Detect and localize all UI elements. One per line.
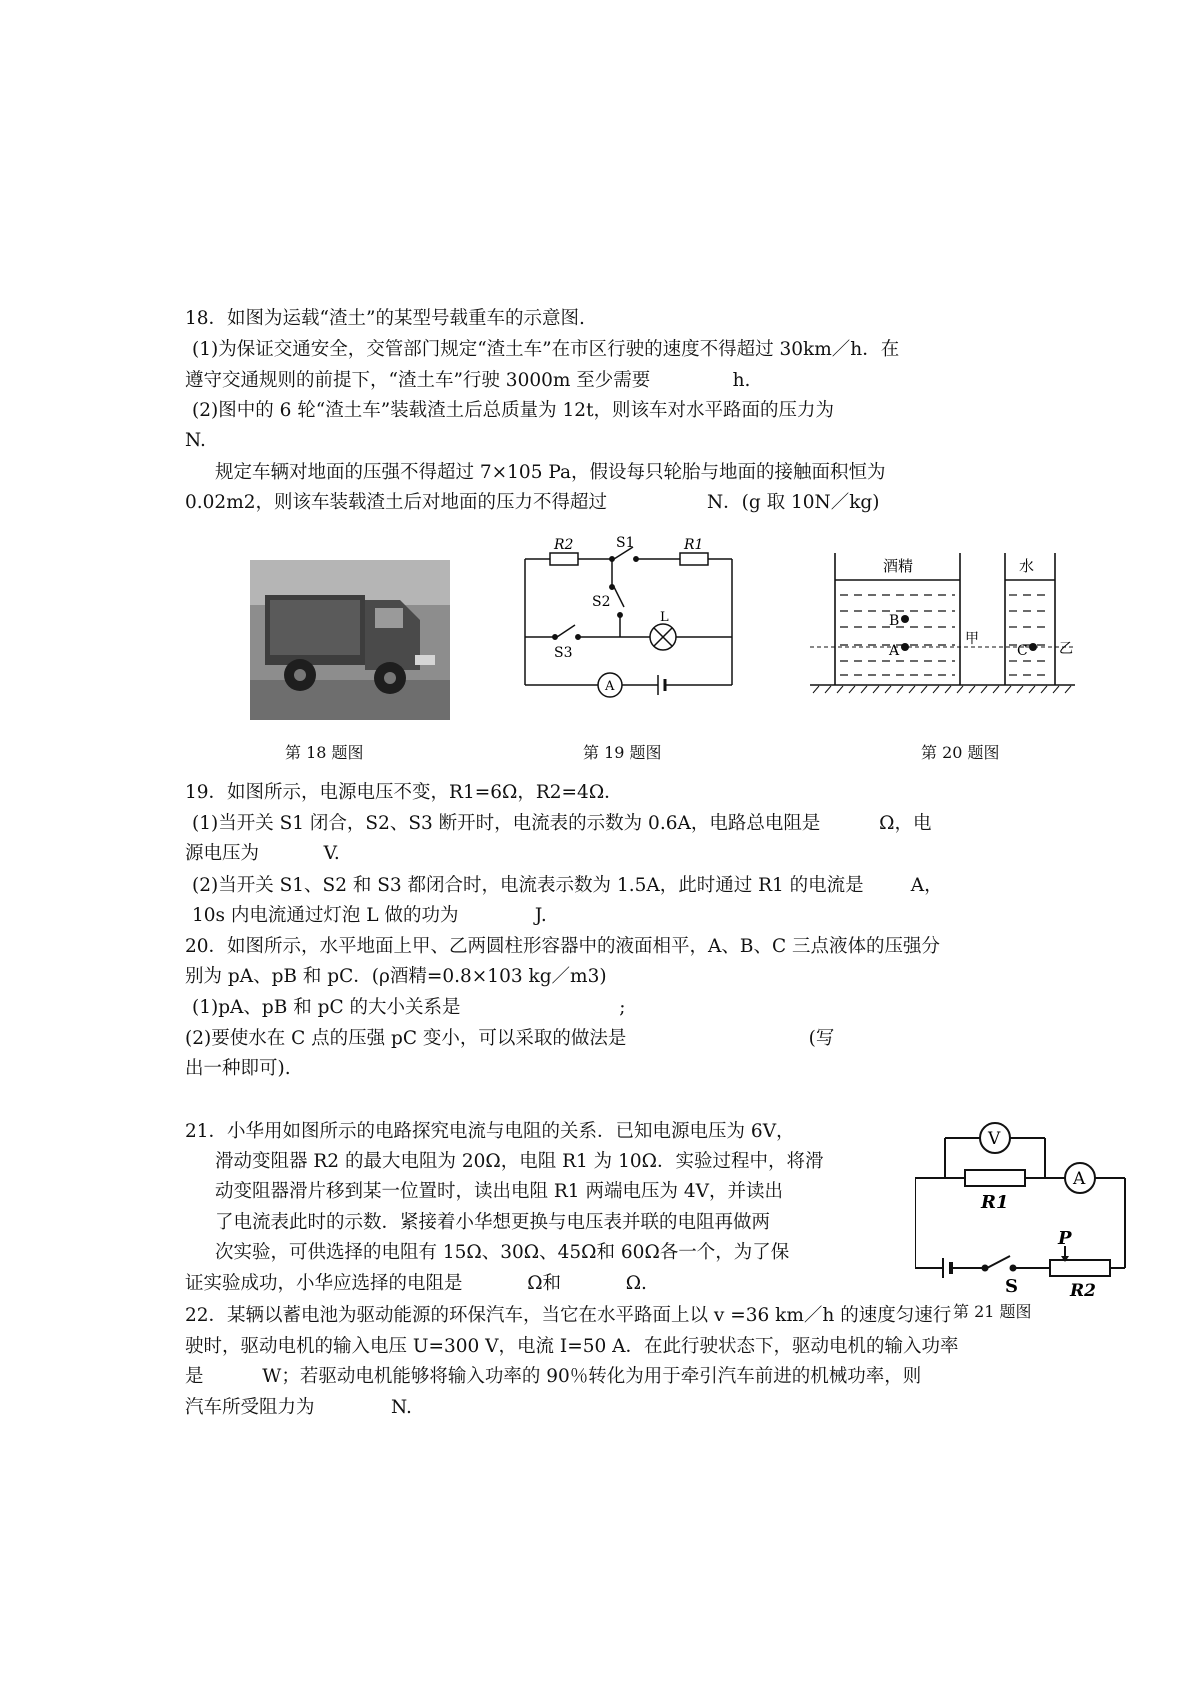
q19-line-4: (2)当开关 S1、S2 和 S3 都闭合时，电流表示数为 1.5A，此时通过 R1 的电流是 A， [192,875,943,896]
containers-diagram-20 [805,545,1080,700]
label-s-21: S [1005,1276,1018,1297]
label-s3-19: S3 [554,645,573,661]
q20-line-2: 别为 pA、pB 和 pC．(ρ酒精=0.8×103 kg／m3) [185,966,607,987]
label-a-19: A [605,679,615,694]
q19-line-1: 19．如图所示，电源电压不变，R1=6Ω，R2=4Ω． [185,782,623,803]
label-r2-21: R2 [1070,1281,1096,1298]
q21-line-1: 21．小华用如图所示的电路探究电流与电阻的关系．已知电源电压为 6V， [185,1121,795,1142]
q18-line-4: (2)图中的 6 轮“渣土车”装载渣土后总质量为 12t，则该车对水平路面的压力为 [192,400,835,421]
q18-line-2: (1)为保证交通安全，交管部门规定“渣土车”在市区行驶的速度不得超过 30km／h．在 [192,339,900,360]
q21-line-3: 动变阻器滑片移到某一位置时，读出电阻 R1 两端电压为 4V，并读出 [215,1181,783,1202]
label-v-21: V [988,1129,1001,1149]
label-l-19: L [660,610,669,625]
q22-line-2: 驶时，驱动电机的输入电压 U=300 V，电流 I=50 A．在此行驶状态下，驱动电机的输入功率 [185,1336,959,1357]
label-point-c: C [1017,643,1028,659]
q20-line-3: (1)pA、pB 和 pC 的大小关系是 ; [192,997,626,1018]
q22-line-3: 是 W；若驱动电机能够将输入功率的 90％转化为用于牵引汽车前进的机械功率，则 [185,1366,922,1387]
circuit-diagram-21 [915,1108,1135,1298]
caption-fig19: 第 19 题图 [583,743,662,762]
q20-line-1: 20．如图所示，水平地面上甲、乙两圆柱形容器中的液面相平，A、B、C 三点液体的压强分 [185,936,941,957]
label-p-21: P [1058,1228,1072,1249]
q22-line-1: 22．某辆以蓄电池为驱动能源的环保汽车，当它在水平路面上以 v =36 km／h 的速度匀速行 [185,1305,952,1326]
label-yi: 乙 [1059,641,1073,657]
label-water: 水 [1019,557,1035,575]
label-point-a: A [889,643,900,659]
q20-line-5: 出一种即可). [185,1058,291,1079]
q21-line-6: 证实验成功，小华应选择的电阻是 Ω和 Ω. [185,1273,647,1294]
q20-line-4: (2)要使水在 C 点的压强 pC 变小，可以采取的做法是 (写 [185,1028,835,1049]
q18-line-1: 18．如图为运载“渣土”的某型号载重车的示意图. [185,308,585,329]
q18-line-7: 0.02m2，则该车装载渣土后对地面的压力不得超过 N．(g 取 10N／kg) [185,492,880,513]
q18-line-3: 遵守交通规则的前提下，“渣土车”行驶 3000m 至少需要 h. [185,370,751,391]
q19-line-2: (1)当开关 S1 闭合，S2、S3 断开时，电流表的示数为 0.6A，电路总电阻是 Ω，电 [192,813,932,834]
circuit-diagram-19 [520,535,750,705]
label-r1-19: R1 [684,537,704,553]
caption-fig20: 第 20 题图 [921,743,1000,762]
q21-line-4: 了电流表此时的示数．紧接着小华想更换与电压表并联的电阻再做两 [215,1212,771,1233]
caption-fig18: 第 18 题图 [285,743,364,762]
q19-line-5: 10s 内电流通过灯泡 L 做的功为 J. [192,905,547,926]
label-point-b: B [889,613,900,629]
q21-line-2: 滑动变阻器 R2 的最大电阻为 20Ω，电阻 R1 为 10Ω．实验过程中，将滑 [215,1151,824,1172]
q18-line-6: 规定车辆对地面的压强不得超过 7×105 Pa，假设每只轮胎与地面的接触面积恒为 [215,462,886,483]
label-a-21: A [1073,1169,1086,1189]
q18-line-5: N. [185,430,206,451]
q21-line-5: 次实验，可供选择的电阻有 15Ω、30Ω、45Ω和 60Ω各一个，为了保 [215,1242,790,1263]
label-alcohol: 酒精 [883,557,914,575]
label-r1-21: R1 [981,1192,1009,1213]
label-s1-19: S1 [616,535,635,551]
q22-line-4: 汽车所受阻力为 N. [185,1397,412,1418]
q19-line-3: 源电压为 V. [185,843,340,864]
label-r2-19: R2 [554,537,574,553]
caption-fig21: 第 21 题图 [953,1302,1032,1321]
label-jia: 甲 [965,631,979,647]
truck-photo [250,560,450,720]
label-s2-19: S2 [592,594,611,610]
